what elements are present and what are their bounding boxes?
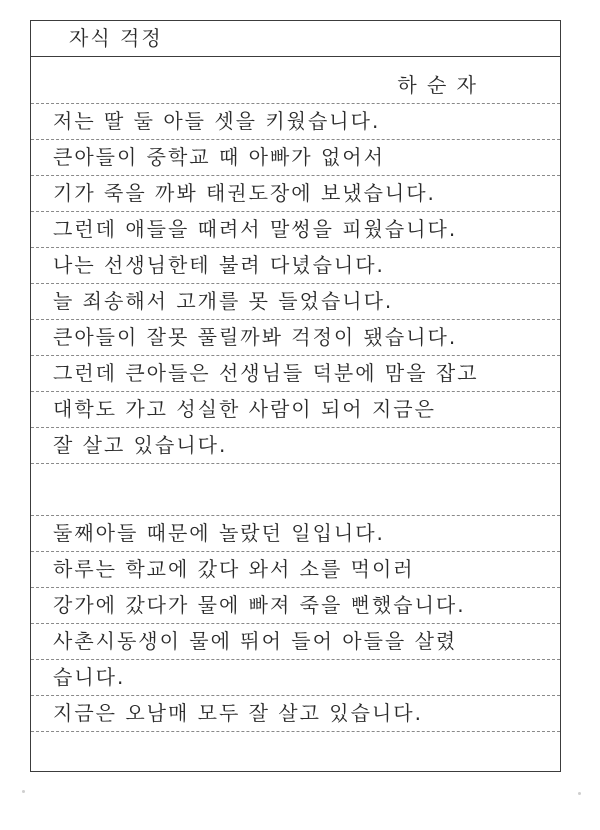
handwritten-line: 하루는 학교에 갔다 와서 소를 먹이러 (53, 557, 415, 581)
handwritten-line: 큰아들이 중학교 때 아빠가 없어서 (53, 145, 385, 169)
text-line (31, 588, 560, 624)
text-line (31, 516, 560, 552)
handwritten-line: 저는 딸 둘 아들 셋을 키웠습니다. (53, 109, 381, 133)
text-line (31, 248, 560, 284)
author-name: 하 순 자 (397, 73, 478, 97)
handwritten-line: 강가에 갔다가 물에 빠져 죽을 뻔했습니다. (53, 593, 466, 617)
scan-speck (22, 790, 25, 793)
text-line (31, 176, 560, 212)
text-line (31, 284, 560, 320)
handwritten-line: 그런데 큰아들은 선생님들 덕분에 맘을 잡고 (53, 361, 479, 385)
handwritten-line: 기가 죽을 까봐 태권도장에 보냈습니다. (53, 181, 436, 205)
handwritten-line: 나는 선생님한테 불려 다녔습니다. (53, 253, 385, 277)
text-line (31, 428, 560, 464)
text-line (31, 212, 560, 248)
text-line (31, 320, 560, 356)
lined-paper-sheet (30, 20, 561, 772)
author-line (31, 57, 560, 104)
handwritten-line: 둘째아들 때문에 놀랐던 일입니다. (53, 521, 385, 545)
handwritten-line: 대학도 가고 성실한 사람이 되어 지금은 (53, 397, 436, 421)
text-line (31, 392, 560, 428)
blank-line (31, 732, 560, 772)
text-line (31, 696, 560, 732)
handwritten-line: 잘 살고 있습니다. (53, 433, 228, 457)
handwritten-line: 늘 죄송해서 고개를 못 들었습니다. (53, 289, 394, 313)
handwritten-line: 큰아들이 잘못 풀릴까봐 걱정이 됐습니다. (53, 325, 458, 349)
blank-line (31, 464, 560, 516)
essay-title: 자식 걱정 (69, 26, 163, 50)
scan-speck (578, 792, 581, 795)
handwritten-line: 습니다. (53, 665, 126, 689)
text-line (31, 140, 560, 176)
text-line (31, 624, 560, 660)
text-line (31, 552, 560, 588)
handwritten-line: 지금은 오남매 모두 잘 살고 있습니다. (53, 701, 423, 725)
handwritten-line: 그런데 애들을 때려서 말썽을 피웠습니다. (53, 217, 458, 241)
handwritten-line: 사촌시동생이 물에 뛰어 들어 아들을 살렸 (53, 629, 458, 653)
title-line (31, 21, 560, 57)
text-line (31, 356, 560, 392)
text-line (31, 660, 560, 696)
text-line (31, 104, 560, 140)
